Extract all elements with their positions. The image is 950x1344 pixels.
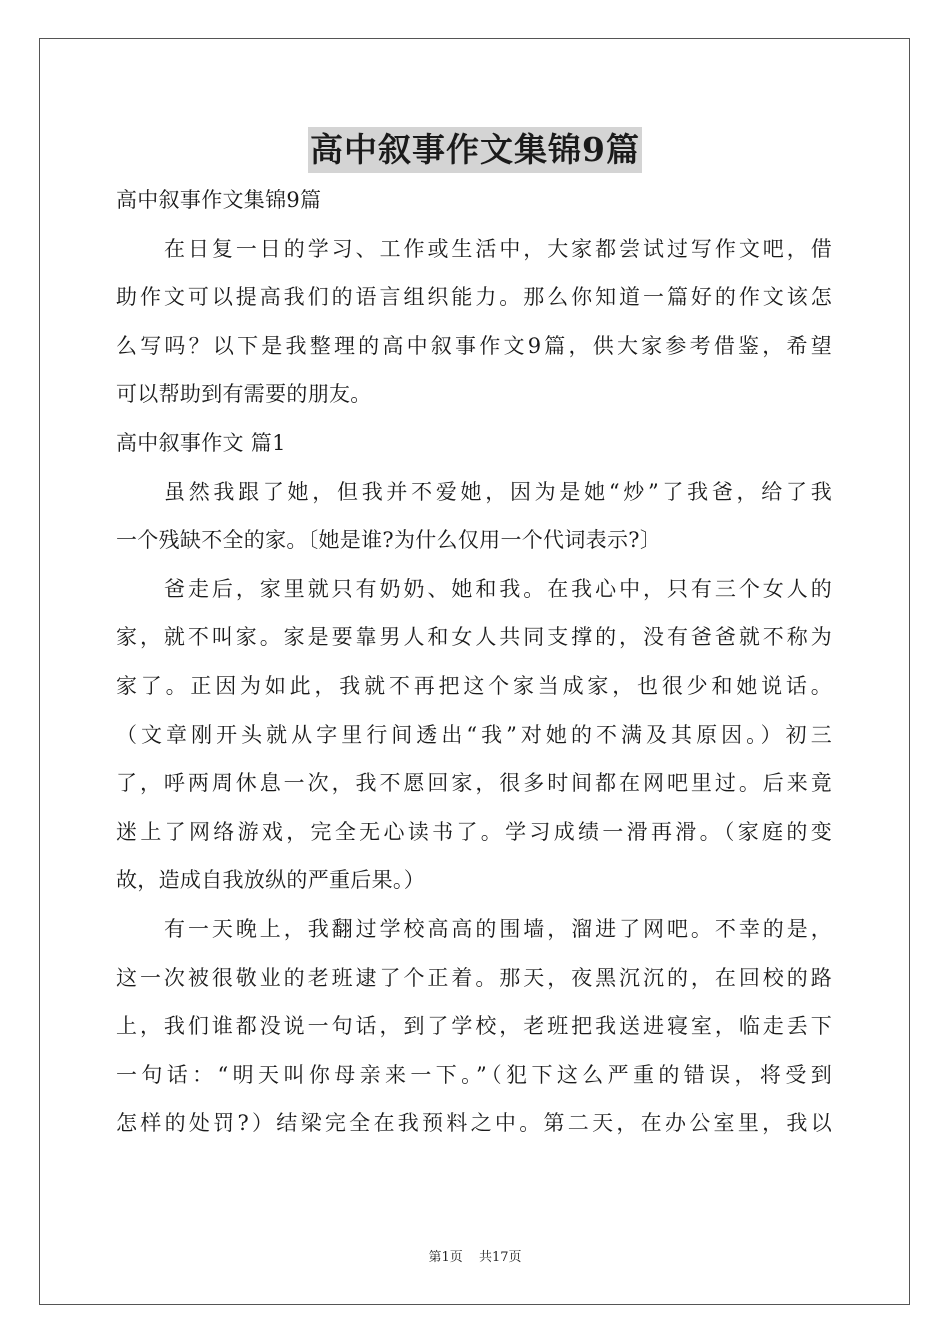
text-line: （文章刚开头就从字里行间透出“我”对她的不满及其原因。）初三 bbox=[116, 722, 832, 747]
body-text bbox=[116, 176, 832, 1148]
text-line: 了，呼两周休息一次，我不愿回家，很多时间都在网吧里过。后来竟 bbox=[116, 771, 832, 796]
text-line: 上，我们谁都没说一句话，到了学校，老班把我送进寝室，临走丢下 bbox=[116, 1014, 832, 1039]
page-total: 共17页 bbox=[478, 1250, 522, 1265]
page-number: 第1页 bbox=[428, 1250, 463, 1265]
text-line: 故，造成自我放纵的严重后果。） bbox=[116, 868, 425, 893]
title-wrap bbox=[0, 127, 950, 173]
text-line: 家了。正因为如此，我就不再把这个家当成家，也很少和她说话。 bbox=[116, 673, 832, 698]
text-line: 爸走后，家里就只有奶奶、她和我。在我心中，只有三个女人的 bbox=[164, 576, 832, 601]
text-line: 助作文可以提高我们的语言组织能力。那么你知道一篇好的作文该怎 bbox=[116, 285, 832, 310]
text-line: 迷上了网络游戏，完全无心读书了。学习成绩一滑再滑。（家庭的变 bbox=[116, 819, 832, 844]
text-line: 么写吗？以下是我整理的高中叙事作文9篇，供大家参考借鉴，希望 bbox=[116, 333, 832, 358]
text-line: 家，就不叫家。家是要靠男人和女人共同支撑的，没有爸爸就不称为 bbox=[116, 625, 832, 650]
text-line: 有一天晚上，我翻过学校高高的围墙，溜进了网吧。不幸的是， bbox=[164, 916, 832, 941]
text-line: 怎样的处罚?）结梁完全在我预料之中。第二天，在办公室里，我以 bbox=[116, 1111, 832, 1136]
text-line: 可以帮助到有需要的朋友。 bbox=[116, 382, 372, 407]
text-line: 这一次被很敬业的老班逮了个正着。那天，夜黑沉沉的，在回校的路 bbox=[116, 965, 832, 990]
text-line: 一句话：“明天叫你母亲来一下。”（犯下这么严重的错误，将受到 bbox=[116, 1062, 832, 1087]
text-line: 高中叙事作文 篇1 bbox=[116, 430, 286, 455]
text-line: 虽然我跟了她，但我并不爱她，因为是她“炒”了我爸，给了我 bbox=[164, 479, 832, 504]
text-line: 高中叙事作文集锦9篇 bbox=[116, 188, 322, 212]
page-footer bbox=[0, 1246, 950, 1265]
text-line: 在日复一日的学习、工作或生活中，大家都尝试过写作文吧，借 bbox=[164, 236, 832, 261]
document-title: 高中叙事作文集锦9篇 bbox=[308, 127, 642, 173]
text-line: 一个残缺不全的家。〔她是谁?为什么仅用一个代词表示?〕 bbox=[116, 528, 662, 553]
